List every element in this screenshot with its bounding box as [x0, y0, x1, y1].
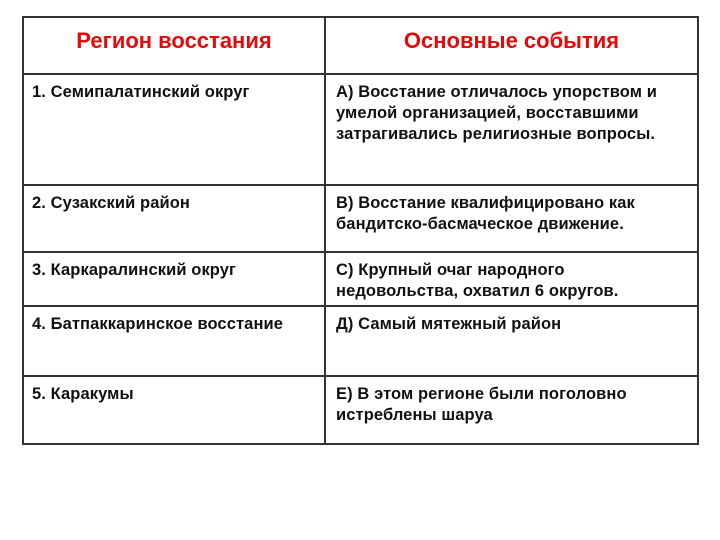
event-cell: С) Крупный очаг народного недовольства, охватил 6 округов.: [325, 252, 698, 306]
header-cell-events: [325, 17, 698, 74]
event-cell: А) Восстание отличалось упорством и умелой организацией, восставшими затрагивались религиозные вопросы.: [325, 74, 698, 185]
uprisings-table: [22, 16, 699, 445]
table-row: [23, 306, 698, 376]
header-region-label: Регион восстания: [76, 28, 272, 54]
table-row: [23, 74, 698, 185]
event-cell: Е) В этом регионе были поголовно истреблены шаруа: [325, 376, 698, 444]
event-cell: В) Восстание квалифицировано как бандитско-басмаческое движение.: [325, 185, 698, 252]
region-cell: 1. Семипалатинский округ: [23, 74, 325, 185]
event-cell: Д) Самый мятежный район: [325, 306, 698, 376]
region-cell: 5. Каракумы: [23, 376, 325, 444]
table-row: [23, 252, 698, 306]
table-header-row: [23, 17, 698, 74]
table-row: [23, 185, 698, 252]
header-cell-region: [23, 17, 325, 74]
region-cell: 3. Каркаралинский округ: [23, 252, 325, 306]
header-events-label: Основные события: [403, 28, 620, 54]
table-row: [23, 376, 698, 444]
region-cell: 4. Батпаккаринское восстание: [23, 306, 325, 376]
region-cell: 2. Сузакский район: [23, 185, 325, 252]
